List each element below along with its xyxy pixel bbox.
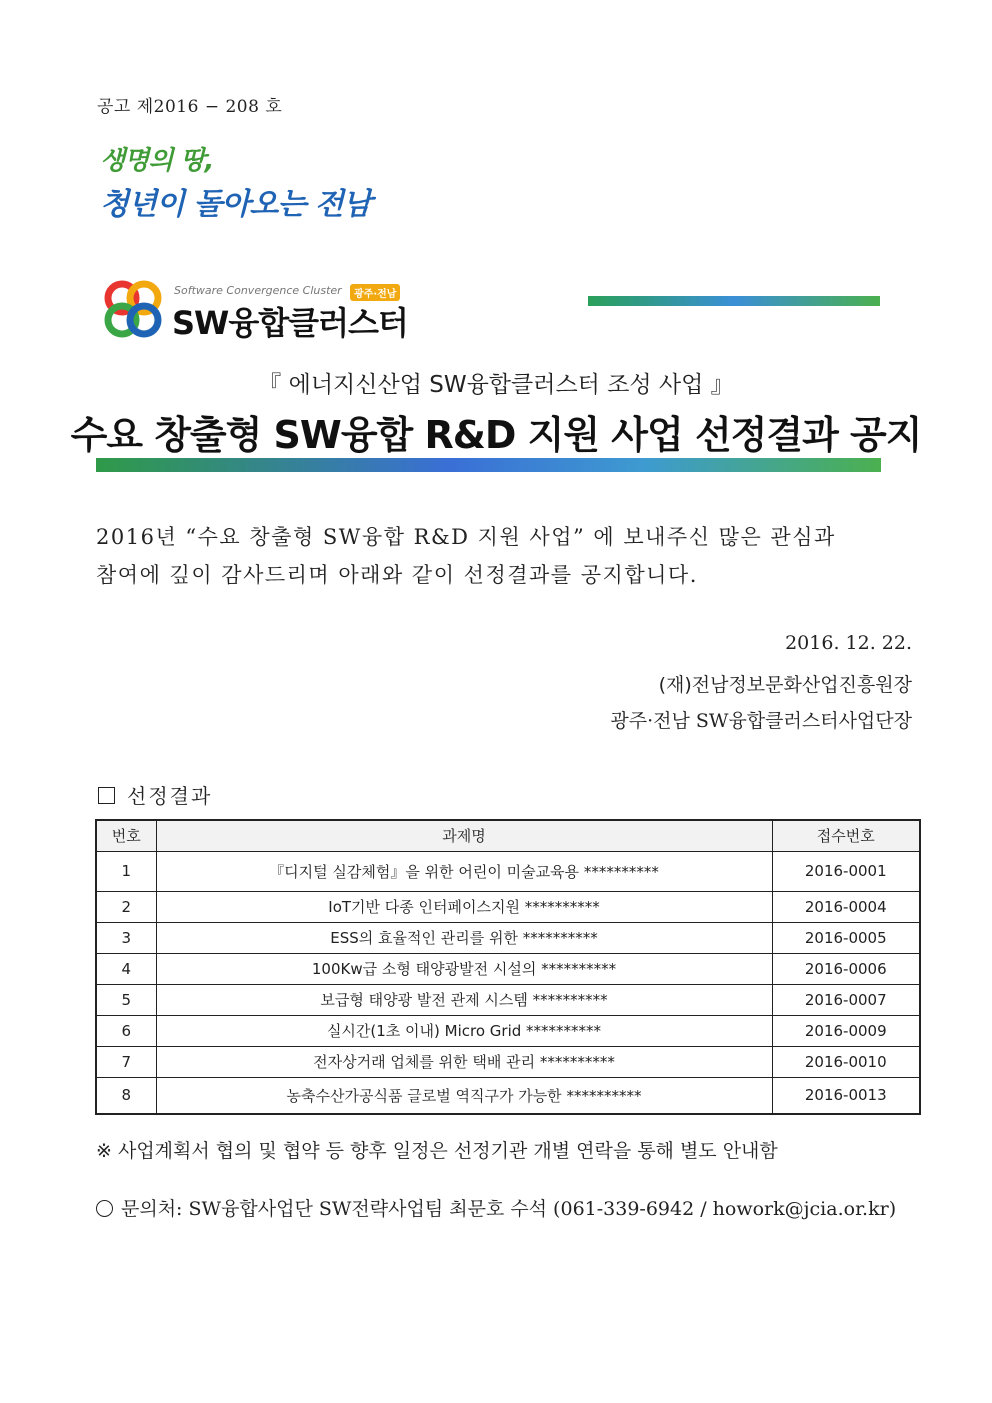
cell-title: 전자상거래 업체를 위한 택배 관리 **********	[156, 1046, 772, 1077]
cell-no: 7	[96, 1046, 156, 1077]
cell-title: 『디지털 실감체험』을 위한 어린이 미술교육용 **********	[156, 851, 772, 891]
table-row	[96, 953, 920, 984]
cell-no: 2	[96, 891, 156, 922]
header-id: 접수번호	[772, 820, 920, 851]
section-heading	[98, 780, 212, 809]
contact-info	[96, 1194, 896, 1221]
slogan-line1: 생명의 땅,	[100, 146, 214, 176]
cell-title: IoT기반 다종 인터페이스지원 **********	[156, 891, 772, 922]
table-row	[96, 1077, 920, 1114]
sw-cluster-logo	[100, 274, 420, 344]
slogan	[100, 140, 371, 223]
cell-title: 보급형 태양광 발전 관제 시스템 **********	[156, 984, 772, 1015]
cell-id: 2016-0007	[772, 984, 920, 1015]
table-row	[96, 1046, 920, 1077]
schedule-note: ※ 사업계획서 협의 및 협약 등 향후 일정은 선정기관 개별 연락을 통해 별도 안내함	[96, 1140, 778, 1162]
cell-id: 2016-0010	[772, 1046, 920, 1077]
table-row	[96, 1015, 920, 1046]
document-subtitle: 『 에너지신산업 SW융합클러스터 조성 사업 』	[258, 372, 734, 398]
cell-no: 8	[96, 1077, 156, 1114]
table-row	[96, 891, 920, 922]
cell-id: 2016-0004	[772, 891, 920, 922]
cell-no: 3	[96, 922, 156, 953]
logo-subtitle: Software Convergence Cluster	[174, 284, 342, 297]
header-no: 번호	[96, 820, 156, 851]
decorative-bar-top	[588, 296, 880, 306]
cell-no: 6	[96, 1015, 156, 1046]
cell-no: 5	[96, 984, 156, 1015]
cell-id: 2016-0005	[772, 922, 920, 953]
cell-title: ESS의 효율적인 관리를 위한 **********	[156, 922, 772, 953]
cell-id: 2016-0013	[772, 1077, 920, 1114]
table-header-row	[96, 820, 920, 851]
cell-id: 2016-0006	[772, 953, 920, 984]
results-table	[95, 819, 921, 1115]
cell-no: 1	[96, 851, 156, 891]
checkbox-icon	[98, 787, 115, 804]
decorative-bar-bottom	[96, 458, 881, 472]
table-row	[96, 922, 920, 953]
cluster-logo-icon	[100, 276, 166, 342]
circle-bullet-icon	[96, 1200, 113, 1217]
document-title: 수요 창출형 SW융합 R&D 지원 사업 선정결과 공지	[70, 413, 922, 457]
cell-id: 2016-0009	[772, 1015, 920, 1046]
organization-1: (재)전남정보문화산업진흥원장	[658, 674, 912, 696]
section-title: 선정결과	[127, 784, 213, 808]
body-text	[96, 518, 916, 594]
notice-date: 2016. 12. 22.	[785, 632, 912, 654]
cell-no: 4	[96, 953, 156, 984]
cell-title: 농축수산가공식품 글로벌 역직구가 가능한 **********	[156, 1077, 772, 1114]
logo-badge: 광주·전남	[350, 284, 400, 301]
cell-id: 2016-0001	[772, 851, 920, 891]
notice-number: 공고 제2016 − 208 호	[97, 97, 283, 117]
table-row	[96, 984, 920, 1015]
cell-title: 100Kw급 소형 태양광발전 시설의 **********	[156, 953, 772, 984]
organization-2: 광주·전남 SW융합클러스터사업단장	[610, 710, 912, 732]
header-title: 과제명	[156, 820, 772, 851]
slogan-line2: 청년이 돌아오는 전남	[100, 187, 371, 222]
logo-name: SW융합클러스터	[172, 304, 408, 342]
cell-title: 실시간(1초 이내) Micro Grid **********	[156, 1015, 772, 1046]
table-row	[96, 851, 920, 891]
body-line1: 2016년 “수요 창출형 SW융합 R&D 지원 사업” 에 보내주신 많은 관심과	[96, 525, 836, 549]
body-line2: 참여에 깊이 감사드리며 아래와 같이 선정결과를 공지합니다.	[96, 563, 698, 587]
contact-text: 문의처: SW융합사업단 SW전략사업팀 최문호 수석 (061-339-6942 / howork@jcia.or.kr)	[121, 1198, 897, 1220]
